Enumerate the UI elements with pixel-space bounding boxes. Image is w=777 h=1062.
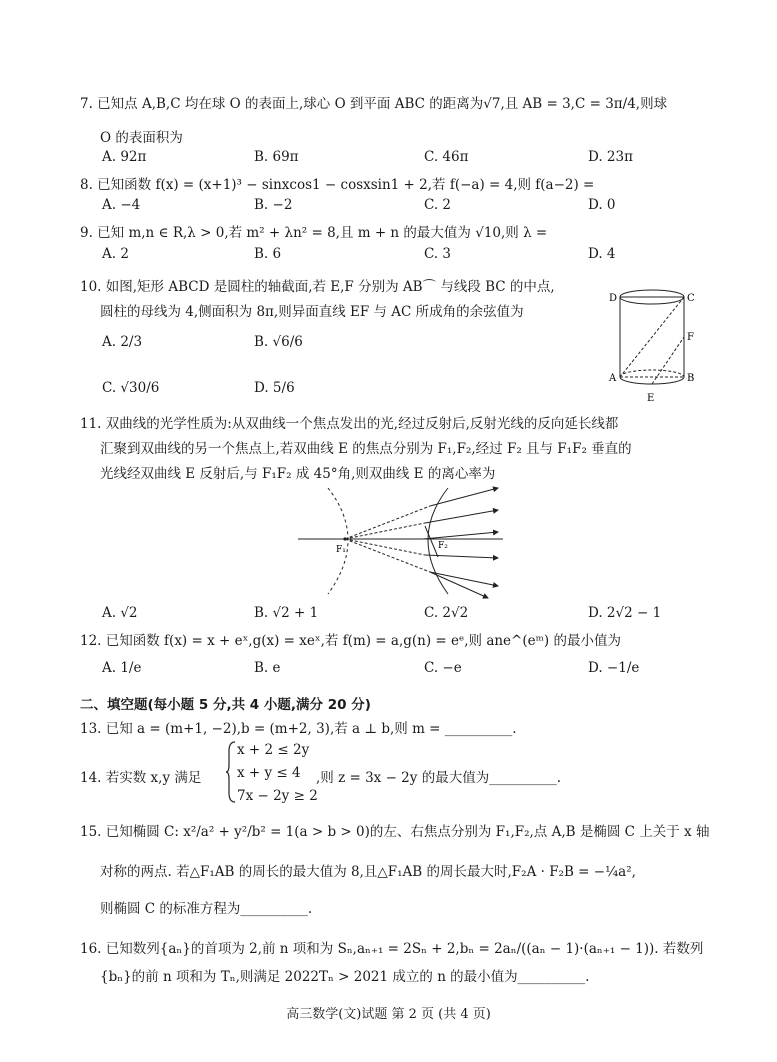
q7-option-d: D. 23π [588,149,633,165]
q8-option-c: C. 2 [424,197,452,213]
label-F2: F₂ [438,541,448,551]
q8-line1: 8. 已知函数 f(x) = (x+1)³ − sinxcos1 − cosxsin1 + 2,若 f(−a) = 4,则 f(a−2) = [80,177,595,193]
q14-suffix: ,则 z = 3x − 2y 的最大值为__________. [316,770,561,786]
q14-brace [226,741,236,803]
q11-option-a: A. √2 [102,605,138,621]
label-A: A [609,373,617,384]
cylinder-figure [608,284,698,410]
q9-option-a: A. 2 [102,246,129,262]
q10-option-d: D. 5/6 [254,380,295,396]
q9-line1: 9. 已知 m,n ∈ R,λ > 0,若 m² + λn² = 8,且 m + n 的最大值为 √10,则 λ = [80,225,548,241]
q10-option-b: B. √6/6 [254,334,303,350]
label-B: B [687,373,695,384]
q11-option-d: D. 2√2 − 1 [588,605,662,621]
q10-option-c: C. √30/6 [102,380,160,396]
q12-option-a: A. 1/e [102,660,142,676]
q10-option-a: A. 2/3 [102,334,143,350]
q11-option-c: C. 2√2 [424,605,469,621]
q12-option-c: C. −e [424,660,462,676]
q14-constraint-1: x + 2 ≤ 2y [237,742,310,758]
q10-line2: 圆柱的母线为 4,侧面积为 8π,则异面直线 EF 与 AC 所成角的余弦值为 [100,304,524,320]
q14-prefix: 14. 若实数 x,y 满足 [80,770,202,786]
q16-line1: 16. 已知数列{aₙ}的首项为 2,前 n 项和为 Sₙ,aₙ₊₁ = 2Sₙ + 2,bₙ = 2aₙ/((aₙ − 1)·(aₙ₊₁ − 1)). 若数列 [80,941,704,957]
q9-option-d: D. 4 [588,246,616,262]
q7-option-c: C. 46π [424,149,469,165]
q7-line1: 7. 已知点 A,B,C 均在球 O 的表面上,球心 O 到平面 ABC 的距离为√7,且 AB = 3,C = 3π/4,则球 [80,96,668,112]
q11-line2: 汇聚到双曲线的另一个焦点上,若双曲线 E 的焦点分别为 F₁,F₂,经过 F₂ 且与 F₁F₂ 垂直的 [100,441,632,457]
hyperbola-figure [298,486,508,600]
label-F: F [687,332,694,343]
q8-option-a: A. −4 [102,197,141,213]
q13-line1: 13. 已知 a = (m+1, −2),b = (m+2, 3),若 a ⊥ b,则 m = __________. [80,721,517,737]
label-D: D [609,293,618,304]
q10-line1: 10. 如图,矩形 ABCD 是圆柱的轴截面,若 E,F 分别为 AB⌒ 与线段 BC 的中点, [80,279,555,295]
q7-option-a: A. 92π [102,149,147,165]
q11-line3: 光线经双曲线 E 反射后,与 F₁F₂ 成 45°角,则双曲线 E 的离心率为 [100,466,496,482]
q16-line2: {bₙ}的前 n 项和为 Tₙ,则满足 2022Tₙ > 2021 成立的 n 的最小值为__________. [100,969,590,985]
q7-line2: O 的表面积为 [100,130,183,146]
q12-option-b: B. e [254,660,281,676]
label-F1: F₁ [336,545,346,555]
q12-option-d: D. −1/e [588,660,640,676]
q12-line1: 12. 已知函数 f(x) = x + eˣ,g(x) = xeˣ,若 f(m) = a,g(n) = eᵉ,则 ane^(eᵐ) 的最小值为 [80,633,621,649]
q8-option-b: B. −2 [254,197,293,213]
label-C: C [687,293,695,304]
q11-option-b: B. √2 + 1 [254,605,319,621]
q9-option-c: C. 3 [424,246,452,262]
q8-option-d: D. 0 [588,197,616,213]
label-E: E [647,393,655,404]
section-title: 二、填空题(每小题 5 分,共 4 小题,满分 20 分) [80,697,371,713]
page-footer: 高三数学(文)试题 第 2 页 (共 4 页) [286,1007,491,1022]
q9-option-b: B. 6 [254,246,282,262]
q15-line2: 对称的两点. 若△F₁AB 的周长的最大值为 8,且△F₁AB 的周长最大时,F₂A · F₂B = −¼a², [100,864,636,880]
q15-line3: 则椭圆 C 的标准方程为__________. [100,901,313,917]
q11-line1: 11. 双曲线的光学性质为:从双曲线一个焦点发出的光,经过反射后,反射光线的反向延长线都 [80,416,619,432]
q14-constraint-2: x + y ≤ 4 [237,765,301,781]
q14-constraint-3: 7x − 2y ≥ 2 [237,788,318,804]
q7-option-b: B. 69π [254,149,299,165]
q15-line1: 15. 已知椭圆 C: x²/a² + y²/b² = 1(a > b > 0)的左、右焦点分别为 F₁,F₂,点 A,B 是椭圆 C 上关于 x 轴 [80,824,710,840]
